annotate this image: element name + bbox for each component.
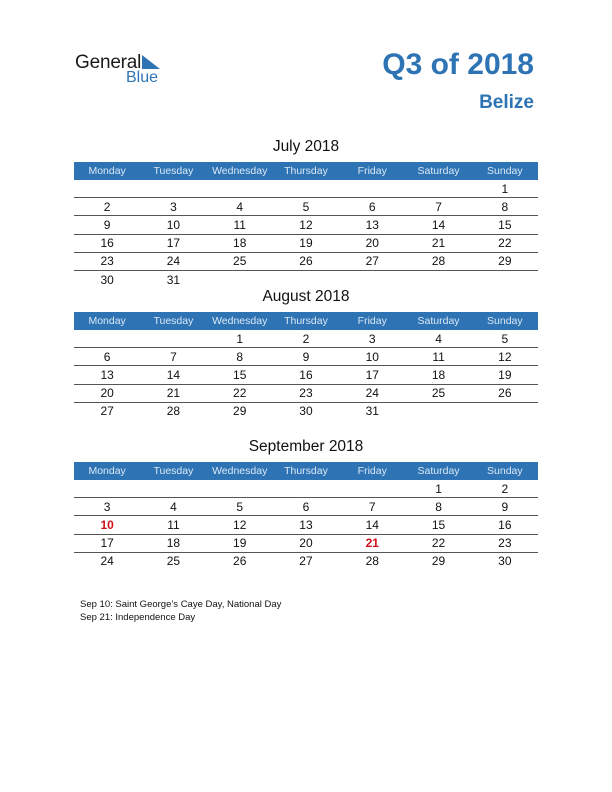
day-cell: 4 <box>405 330 471 348</box>
day-cell: 9 <box>74 216 140 234</box>
day-cell: 21 <box>140 384 206 402</box>
weekday-header: Sunday <box>472 162 538 180</box>
empty-day-cell <box>273 180 339 198</box>
day-cell: 8 <box>207 348 273 366</box>
day-cell: 15 <box>472 216 538 234</box>
day-cell: 29 <box>431 554 446 569</box>
day-cell: 12 <box>472 348 538 366</box>
day-cell: 14 <box>140 366 206 384</box>
day-cell: 7 <box>339 498 405 516</box>
day-cell: 16 <box>74 234 140 252</box>
empty-day-cell <box>74 330 140 348</box>
day-cell: 31 <box>365 404 379 419</box>
day-cell: 8 <box>405 498 471 516</box>
week-row <box>74 270 538 288</box>
day-cell: 11 <box>405 348 471 366</box>
day-cell: 20 <box>339 234 405 252</box>
day-cell: 17 <box>74 534 140 552</box>
week-row <box>74 348 538 366</box>
day-cell: 15 <box>405 516 471 534</box>
weekday-header: Thursday <box>273 312 339 330</box>
day-cell: 29 <box>233 404 247 419</box>
day-cell: 22 <box>472 234 538 252</box>
empty-day-cell <box>472 402 538 420</box>
day-cell: 28 <box>365 554 379 569</box>
week-row <box>74 498 538 516</box>
holiday-note: Sep 10: Saint George’s Caye Day, National Day <box>80 599 282 610</box>
day-cell: 20 <box>273 534 339 552</box>
weekday-header: Sunday <box>472 312 538 330</box>
weekday-header: Saturday <box>405 312 471 330</box>
day-cell: 1 <box>405 480 471 498</box>
month-title: September 2018 <box>248 438 364 455</box>
empty-day-cell <box>339 480 405 498</box>
day-cell: 18 <box>207 234 273 252</box>
month-calendar-august <box>74 287 538 420</box>
empty-day-cell <box>207 180 273 198</box>
day-cell: 17 <box>140 234 206 252</box>
day-cell: 1 <box>472 180 538 198</box>
holiday-day-cell: 10 <box>74 516 140 534</box>
day-cell: 19 <box>472 366 538 384</box>
day-cell: 4 <box>140 498 206 516</box>
month-title: July 2018 <box>272 138 340 155</box>
weekday-header: Friday <box>339 312 405 330</box>
day-cell: 16 <box>273 366 339 384</box>
day-cell: 23 <box>273 384 339 402</box>
day-cell: 30 <box>299 404 313 419</box>
weekday-header: Tuesday <box>140 312 206 330</box>
day-cell: 24 <box>140 252 206 270</box>
weekday-header: Wednesday <box>207 312 273 330</box>
day-cell: 18 <box>405 366 471 384</box>
weekday-header: Wednesday <box>207 162 273 180</box>
week-row <box>74 330 538 348</box>
day-cell: 2 <box>273 330 339 348</box>
empty-day-cell <box>273 270 339 288</box>
day-cell: 2 <box>472 480 538 498</box>
day-cell: 22 <box>405 534 471 552</box>
day-cell: 23 <box>472 534 538 552</box>
day-cell: 25 <box>405 384 471 402</box>
calendar-grid <box>74 162 538 288</box>
day-cell: 9 <box>472 498 538 516</box>
day-cell: 24 <box>100 554 114 569</box>
weekday-header: Monday <box>74 312 140 330</box>
day-cell: 10 <box>140 216 206 234</box>
week-row <box>74 198 538 216</box>
day-cell: 31 <box>166 272 181 287</box>
day-cell: 6 <box>74 348 140 366</box>
empty-day-cell <box>273 480 339 498</box>
weekday-header: Monday <box>74 462 140 480</box>
day-cell: 25 <box>207 252 273 270</box>
empty-day-cell <box>207 480 273 498</box>
month-calendar-september <box>74 437 538 570</box>
empty-day-cell <box>140 330 206 348</box>
holiday-note: Sep 21: Independence Day <box>80 612 196 623</box>
day-cell: 23 <box>74 252 140 270</box>
day-cell: 13 <box>74 366 140 384</box>
day-cell: 4 <box>207 198 273 216</box>
month-title: August 2018 <box>262 288 350 305</box>
week-row <box>74 516 538 534</box>
day-cell: 16 <box>472 516 538 534</box>
day-cell: 24 <box>339 384 405 402</box>
weekday-header-row <box>74 462 538 480</box>
brand-logo <box>75 52 185 92</box>
calendar-grid <box>74 312 538 420</box>
weekday-header: Saturday <box>405 162 471 180</box>
day-cell: 10 <box>339 348 405 366</box>
day-cell: 2 <box>74 198 140 216</box>
week-row <box>74 552 538 570</box>
day-cell: 6 <box>273 498 339 516</box>
weekday-header: Friday <box>339 462 405 480</box>
weekday-header: Wednesday <box>207 462 273 480</box>
empty-day-cell <box>405 180 471 198</box>
day-cell: 26 <box>233 554 247 569</box>
day-cell: 19 <box>207 534 273 552</box>
empty-day-cell <box>339 270 405 288</box>
day-cell: 30 <box>498 554 512 569</box>
weekday-header: Monday <box>74 162 140 180</box>
week-row <box>74 534 538 552</box>
weekday-header: Saturday <box>405 462 471 480</box>
day-cell: 6 <box>339 198 405 216</box>
day-cell: 18 <box>140 534 206 552</box>
day-cell: 19 <box>273 234 339 252</box>
day-cell: 29 <box>472 252 538 270</box>
day-cell: 13 <box>273 516 339 534</box>
week-row <box>74 216 538 234</box>
day-cell: 26 <box>273 252 339 270</box>
empty-day-cell <box>74 180 140 198</box>
empty-day-cell <box>140 180 206 198</box>
day-cell: 21 <box>405 234 471 252</box>
day-cell: 5 <box>273 198 339 216</box>
week-row <box>74 480 538 498</box>
day-cell: 3 <box>74 498 140 516</box>
day-cell: 25 <box>166 554 181 569</box>
country-name: Belize <box>479 92 534 113</box>
day-cell: 15 <box>207 366 273 384</box>
day-cell: 17 <box>339 366 405 384</box>
empty-day-cell <box>74 480 140 498</box>
week-row <box>74 402 538 420</box>
day-cell: 7 <box>405 198 471 216</box>
calendar-grid <box>74 462 538 570</box>
day-cell: 26 <box>472 384 538 402</box>
logo-triangle-icon <box>142 55 160 69</box>
day-cell: 22 <box>207 384 273 402</box>
holiday-notes <box>80 598 281 624</box>
day-cell: 1 <box>207 330 273 348</box>
weekday-header: Friday <box>339 162 405 180</box>
weekday-header: Tuesday <box>140 162 206 180</box>
day-cell: 5 <box>472 330 538 348</box>
logo-text-blue: Blue <box>126 69 159 86</box>
weekday-header: Thursday <box>273 462 339 480</box>
empty-day-cell <box>140 480 206 498</box>
day-cell: 28 <box>166 404 181 419</box>
empty-day-cell <box>405 402 471 420</box>
day-cell: 11 <box>140 516 206 534</box>
week-row <box>74 252 538 270</box>
empty-day-cell <box>339 180 405 198</box>
day-cell: 7 <box>140 348 206 366</box>
empty-day-cell <box>405 270 471 288</box>
weekday-header-row <box>74 162 538 180</box>
day-cell: 27 <box>299 554 313 569</box>
month-calendar-july <box>74 137 538 288</box>
day-cell: 27 <box>100 404 114 419</box>
day-cell: 12 <box>273 216 339 234</box>
day-cell: 20 <box>74 384 140 402</box>
day-cell: 9 <box>273 348 339 366</box>
week-row <box>74 234 538 252</box>
holiday-day-cell: 21 <box>339 534 405 552</box>
day-cell: 8 <box>472 198 538 216</box>
day-cell: 28 <box>405 252 471 270</box>
day-cell: 11 <box>207 216 273 234</box>
day-cell: 27 <box>339 252 405 270</box>
day-cell: 12 <box>207 516 273 534</box>
week-row <box>74 384 538 402</box>
day-cell: 13 <box>339 216 405 234</box>
weekday-header: Sunday <box>472 462 538 480</box>
day-cell: 3 <box>140 198 206 216</box>
empty-day-cell <box>207 270 273 288</box>
day-cell: 3 <box>339 330 405 348</box>
weekday-header: Tuesday <box>140 462 206 480</box>
logo-text-general: General <box>75 52 142 73</box>
week-row <box>74 180 538 198</box>
day-cell: 5 <box>207 498 273 516</box>
day-cell: 30 <box>100 272 114 287</box>
week-row <box>74 366 538 384</box>
day-cell: 14 <box>339 516 405 534</box>
empty-day-cell <box>472 270 538 288</box>
weekday-header: Thursday <box>273 162 339 180</box>
document-title: Q3 of 2018 <box>382 48 534 81</box>
day-cell: 14 <box>405 216 471 234</box>
weekday-header-row <box>74 312 538 330</box>
